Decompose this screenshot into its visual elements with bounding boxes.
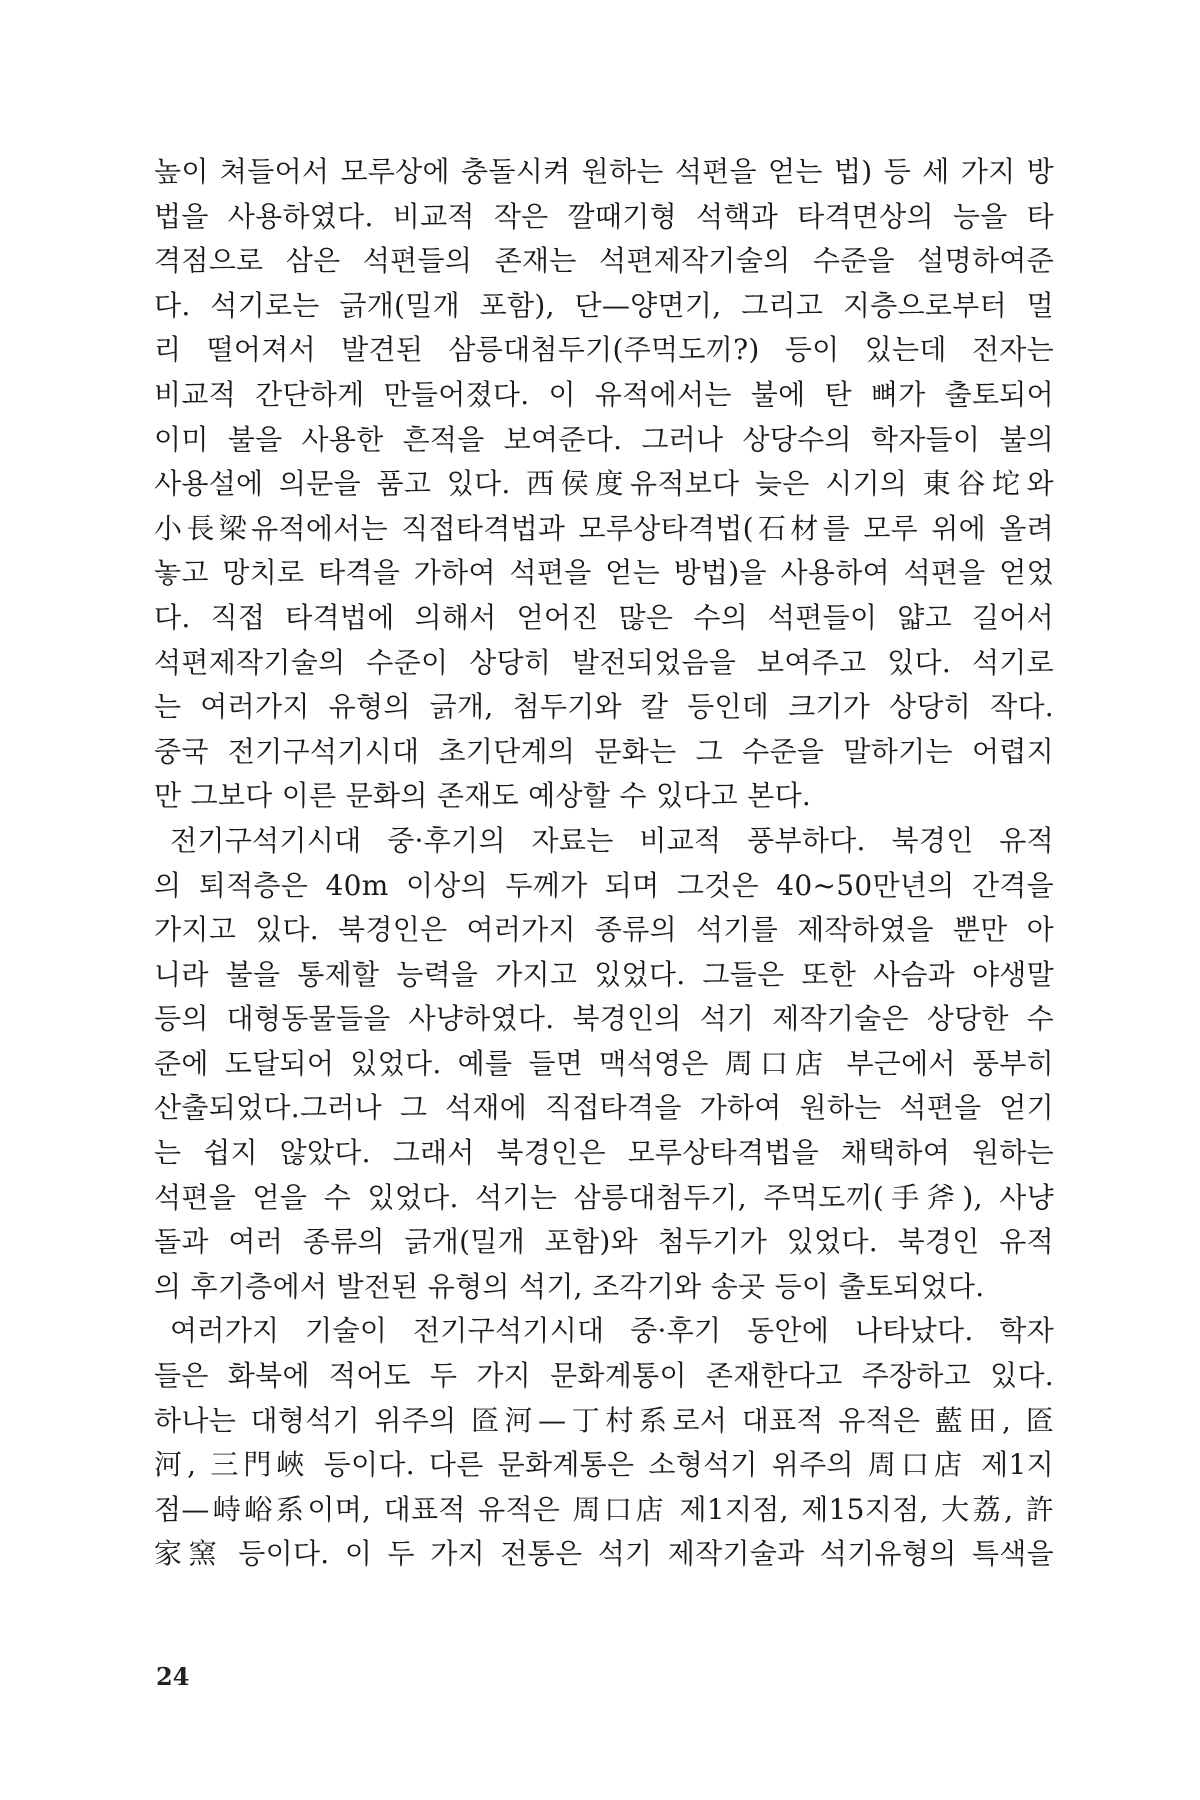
text-line: 전기구석기시대 중·후기의 자료는 비교적 풍부하다. 북경인 유적 <box>170 823 1054 857</box>
text-line: 가지고 있다. 북경인은 여러가지 종류의 석기를 제작하였을 뿐만 아 <box>154 913 1054 947</box>
text-line: 리 떨어져서 발견된 삼릉대첨두기(주먹도끼?) 등이 있는데 전자는 <box>154 333 1054 367</box>
text-line: 다. 직접 타격법에 의해서 얻어진 많은 수의 석편들이 얇고 길어서 <box>154 600 1054 634</box>
text-line: 법을 사용하였다. 비교적 작은 깔때기형 석핵과 타격면상의 능을 타 <box>154 199 1054 233</box>
text-line: 는 여러가지 유형의 긁개, 첨두기와 칼 등인데 크기가 상당히 작다. <box>154 690 1054 724</box>
text-line: 다. 석기로는 긁개(밀개 포함), 단—양면기, 그리고 지층으로부터 멀 <box>154 288 1054 322</box>
text-line: 이미 불을 사용한 흔적을 보여준다. 그러나 상당수의 학자들이 불의 <box>154 422 1054 456</box>
text-line: 격점으로 삼은 석편들의 존재는 석편제작기술의 수준을 설명하여준 <box>154 244 1054 278</box>
body-text <box>154 150 1054 1577</box>
text-line: 小長梁유적에서는 직접타격법과 모루상타격법(石材를 모루 위에 올려 <box>154 511 1054 545</box>
text-line: 등의 대형동물들을 사냥하였다. 북경인의 석기 제작기술은 상당한 수 <box>154 1002 1054 1036</box>
text-line: 돌과 여러 종류의 긁개(밀개 포함)와 첨두기가 있었다. 북경인 유적 <box>154 1225 1054 1259</box>
text-line: 만 그보다 이른 문화의 존재도 예상할 수 있다고 본다. <box>154 779 812 813</box>
text-line: 비교적 간단하게 만들어졌다. 이 유적에서는 불에 탄 뼈가 출토되어 <box>154 377 1054 411</box>
text-line: 는 쉽지 않았다. 그래서 북경인은 모루상타격법을 채택하여 원하는 <box>154 1136 1054 1170</box>
text-line: 들은 화북에 적어도 두 가지 문화계통이 존재한다고 주장하고 있다. <box>154 1359 1054 1393</box>
page-number: 24 <box>156 1662 190 1691</box>
text-line: 석편을 얻을 수 있었다. 석기는 삼릉대첨두기, 주먹도끼(手斧), 사냥 <box>154 1180 1054 1214</box>
text-line: 산출되었다.그러나 그 석재에 직접타격을 가하여 원하는 석편을 얻기 <box>154 1091 1054 1125</box>
text-line: 사용설에 의문을 품고 있다. 西侯度유적보다 늦은 시기의 東谷坨와 <box>154 467 1054 501</box>
text-line: 의 퇴적층은 40m 이상의 두께가 되며 그것은 40~50만년의 간격을 <box>154 868 1054 902</box>
text-line: 니라 불을 통제할 능력을 가지고 있었다. 그들은 또한 사슴과 야생말 <box>154 957 1054 991</box>
text-line: 준에 도달되어 있었다. 예를 들면 맥석영은 周口店 부근에서 풍부히 <box>154 1046 1054 1080</box>
paragraph-2 <box>154 819 1054 1310</box>
text-line: 하나는 대형석기 위주의 匼河—丁村系로서 대표적 유적은 藍田, 匼 <box>154 1403 1054 1437</box>
paragraph-1 <box>154 150 1054 819</box>
text-line: 여러가지 기술이 전기구석기시대 중·후기 동안에 나타났다. 학자 <box>170 1314 1054 1348</box>
text-line: 점—峙峪系이며, 대표적 유적은 周口店 제1지점, 제15지점, 大荔, 許 <box>154 1492 1054 1526</box>
text-line: 놓고 망치로 타격을 가하여 석편을 얻는 방법)을 사용하여 석편을 얻었 <box>154 556 1054 590</box>
text-line: 중국 전기구석기시대 초기단계의 문화는 그 수준을 말하기는 어렵지 <box>154 734 1054 768</box>
text-line: 의 후기층에서 발전된 유형의 석기, 조각기와 송곳 등이 출토되었다. <box>154 1269 985 1303</box>
text-line: 河, 三門峽 등이다. 다른 문화계통은 소형석기 위주의 周口店 제1지 <box>154 1448 1054 1482</box>
text-line: 家窯 등이다. 이 두 가지 전통은 석기 제작기술과 석기유형의 특색을 <box>154 1537 1054 1571</box>
text-line: 석편제작기술의 수준이 상당히 발전되었음을 보여주고 있다. 석기로 <box>154 645 1054 679</box>
paragraph-3 <box>154 1309 1054 1577</box>
text-line: 높이 쳐들어서 모루상에 충돌시켜 원하는 석편을 얻는 법) 등 세 가지 방 <box>154 155 1054 188</box>
